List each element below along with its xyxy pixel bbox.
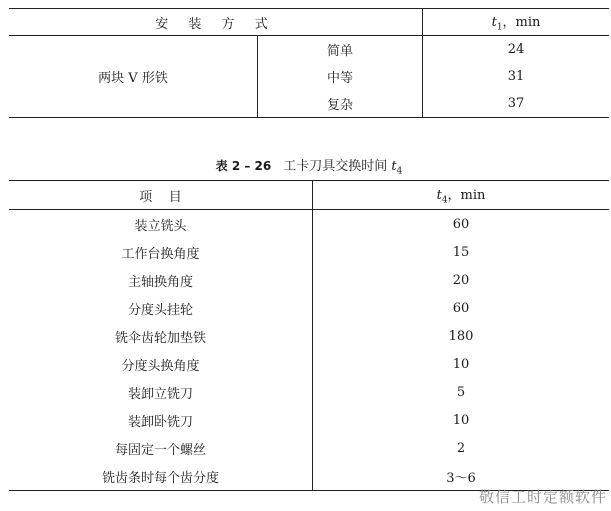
table-row (9, 434, 609, 462)
table-row (9, 238, 609, 266)
time-value: 2 (456, 440, 466, 456)
item-name: 分度头挂轮 (9, 294, 313, 322)
table-row (9, 406, 609, 434)
complexity-complex: 复杂 (258, 90, 423, 118)
time-value: 20 (452, 272, 470, 288)
time-value: 31 (507, 69, 525, 84)
header-time-t4 (313, 181, 610, 210)
item-name: 工作台换角度 (9, 238, 313, 266)
time-value: 10 (452, 356, 470, 372)
table-header-row (9, 9, 609, 36)
time-unit: ，min (502, 15, 541, 31)
time-unit: ，min (447, 188, 486, 204)
table-row (9, 36, 609, 64)
complexity-simple: 简单 (258, 36, 423, 64)
install-time-table (9, 8, 609, 118)
item-name: 装卸卧铣刀 (9, 406, 313, 434)
watermark: 敬信工时定额软件 (478, 488, 607, 506)
time-subscript: 1 (496, 22, 503, 33)
time-value: 37 (507, 96, 525, 111)
tool-change-time-table (9, 180, 609, 491)
time-value: 180 (448, 328, 474, 344)
time-variable: t (491, 15, 497, 31)
item-name: 每固定一个螺丝 (9, 434, 313, 462)
time-value: 60 (452, 300, 470, 316)
caption-variable: t (391, 159, 397, 174)
time-value: 15 (452, 244, 470, 260)
item-name: 装卸立铣刀 (9, 378, 313, 406)
item-name: 铣伞齿轮加垫铁 (9, 322, 313, 350)
table-row (9, 266, 609, 294)
time-value: 60 (452, 216, 470, 232)
item-name: 分度头换角度 (9, 350, 313, 378)
time-value: 24 (507, 42, 525, 57)
time-subscript: 4 (441, 195, 448, 206)
header-item: 项 目 (9, 181, 313, 210)
item-name: 铣齿条时每个齿分度 (9, 462, 313, 491)
item-name: 装立铣头 (9, 210, 313, 239)
group-label-cell: 两块 V 形铁 (9, 36, 258, 118)
table-caption (9, 155, 609, 177)
header-time-t1 (423, 9, 610, 36)
header-install-method: 安 装 方 式 (9, 9, 423, 36)
caption-title: 工卡刀具交换时间 (283, 159, 388, 174)
table-row (9, 378, 609, 406)
table-row (9, 210, 609, 239)
time-value: 10 (452, 412, 470, 428)
table-row (9, 294, 609, 322)
table-row (9, 322, 609, 350)
time-value: 3～6 (446, 470, 476, 486)
caption-subscript: 4 (396, 166, 403, 177)
item-name: 主轴换角度 (9, 266, 313, 294)
table-header-row (9, 181, 609, 210)
caption-number: 表 2 – 26 (215, 159, 272, 173)
table-row (9, 350, 609, 378)
time-value: 5 (456, 384, 466, 400)
complexity-medium: 中等 (258, 63, 423, 90)
time-variable: t (436, 188, 442, 204)
